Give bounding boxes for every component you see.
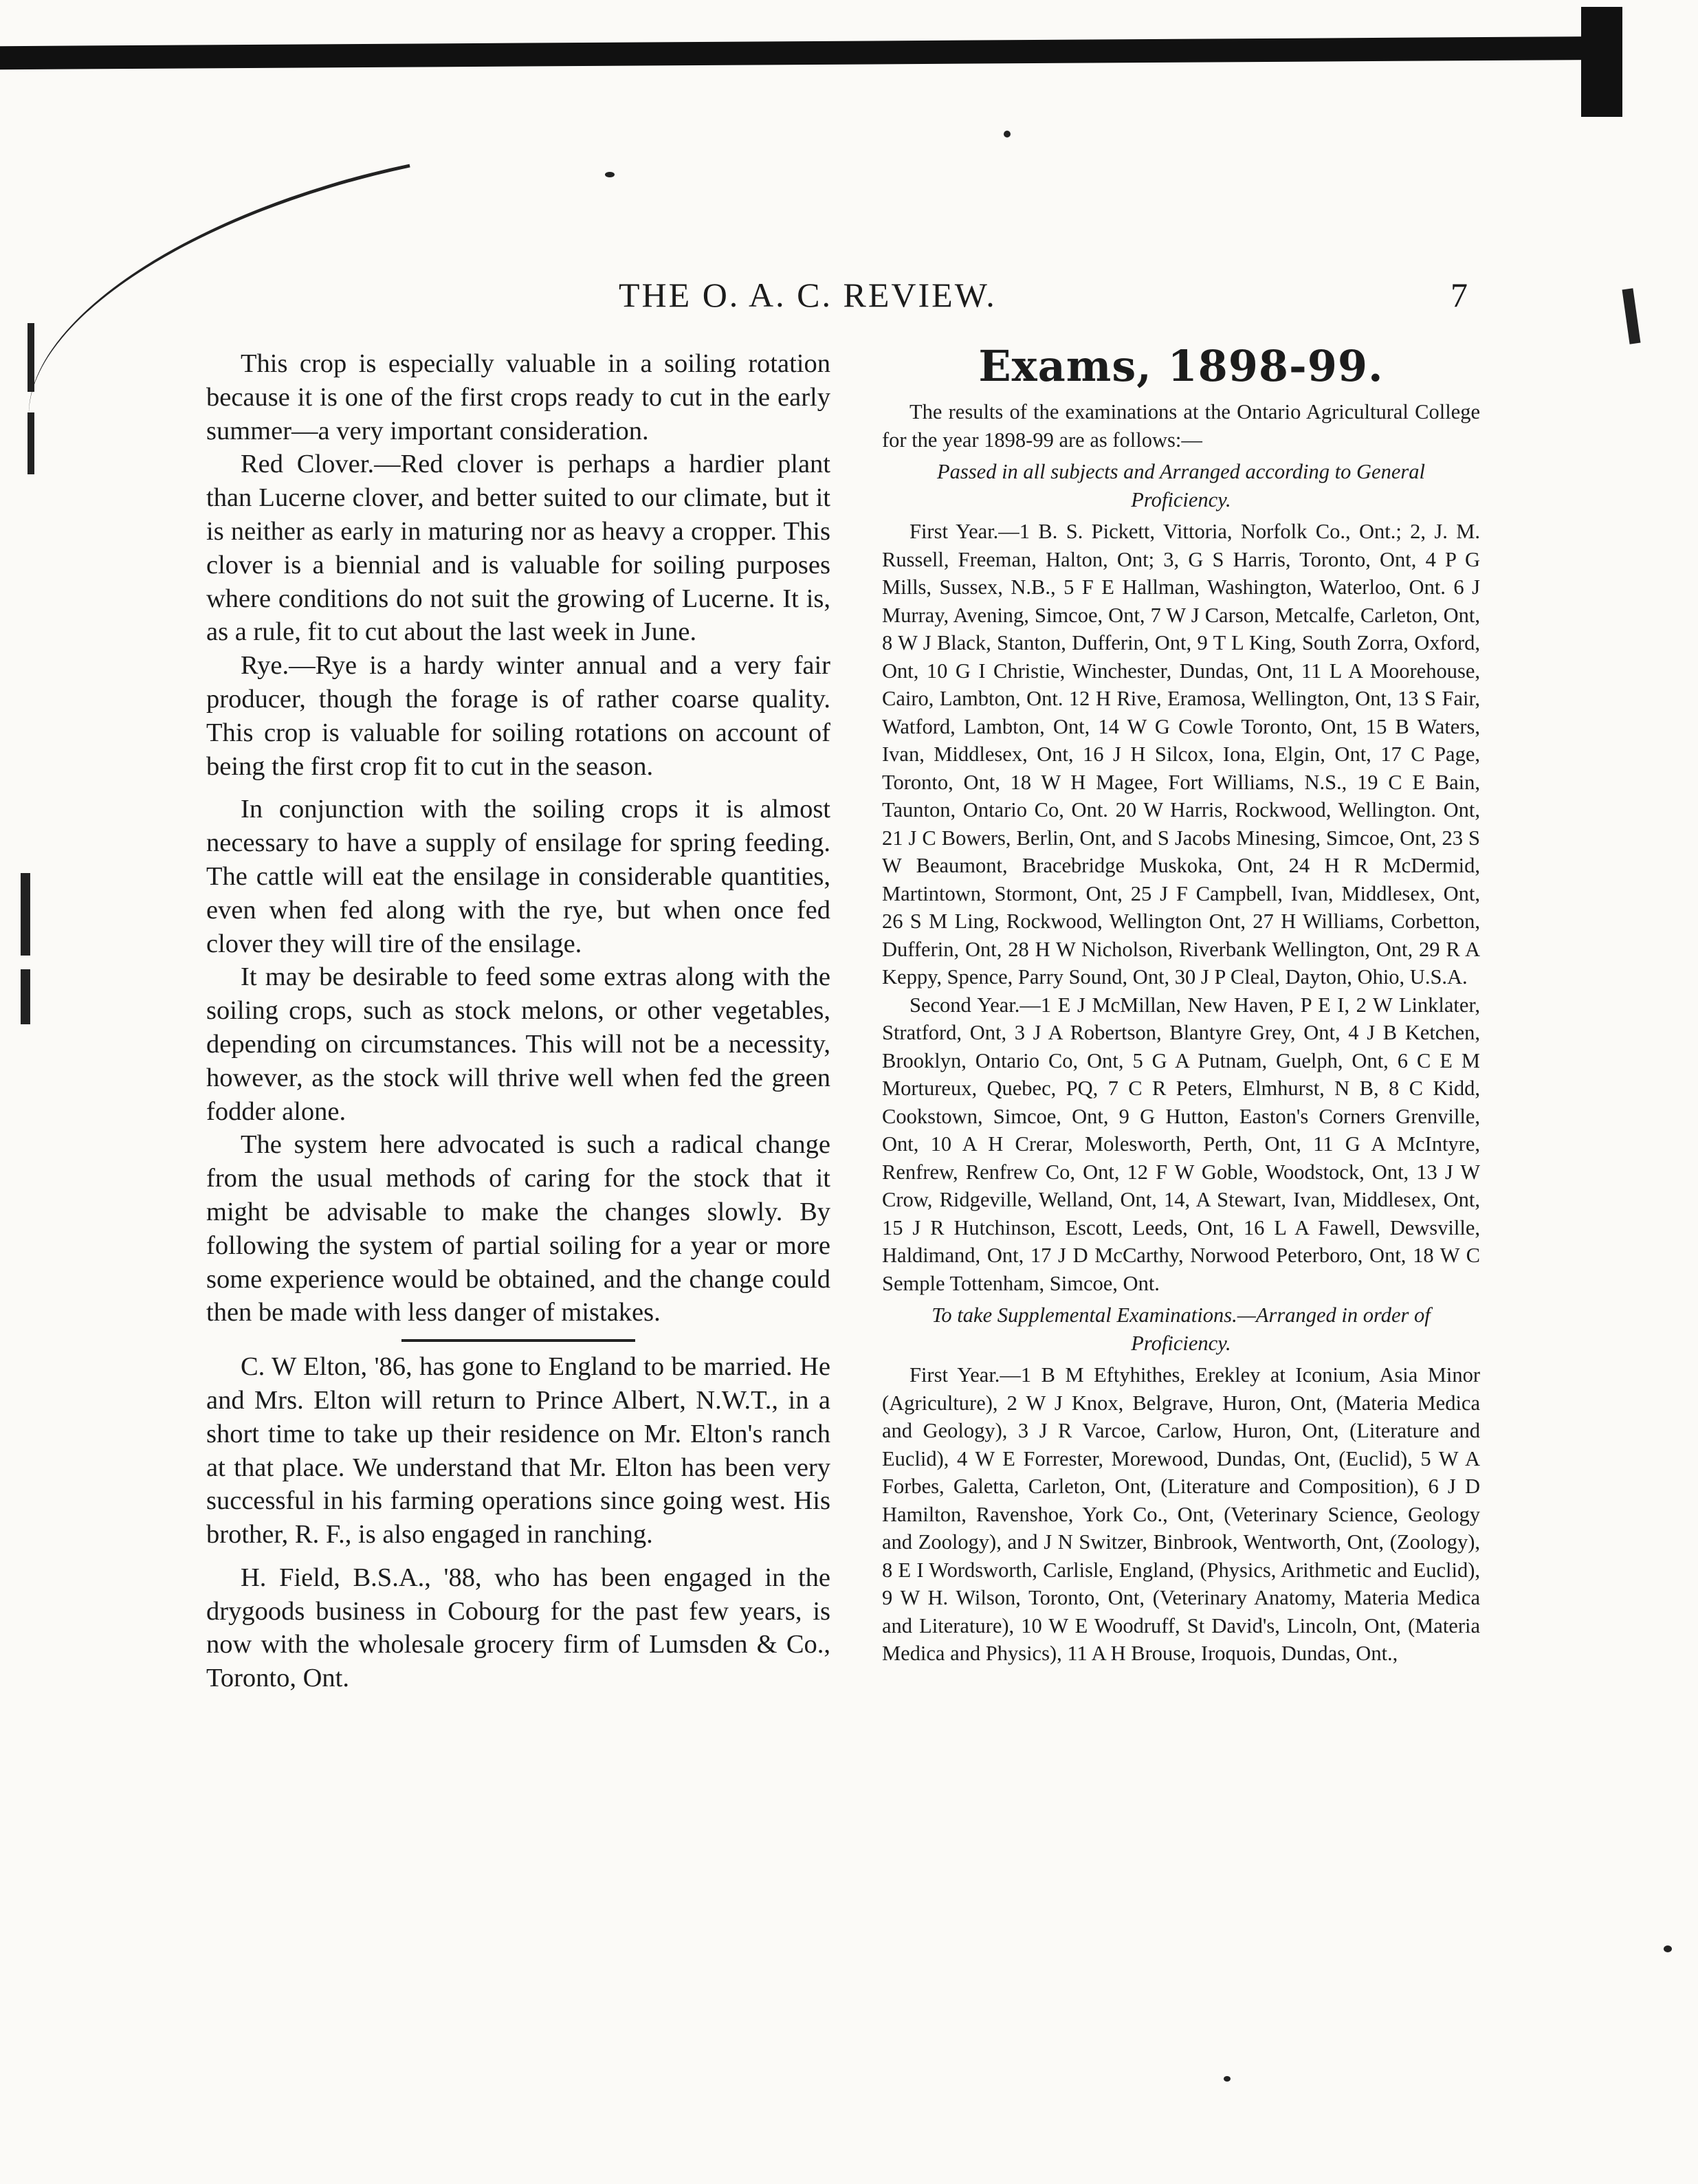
first-year-results: First Year.—1 B. S. Pickett, Vittoria, Norfolk Co., Ont.; 2, J. M. Russell, Freeman, Halton, Ont; 3, G S Harris, Toronto, Ont, 4 P G Mills, Sussex, N.B., 5 F E Hallman, Washington, Waterloo, Ont. 6 J Murray, Avening, Simcoe, Ont, 7 W J Carson, Metcalfe, Carleton, Ont, 8 W J Black, Stanton, Dufferin, Ont, 9 T L King, South Zorra, Oxford, Ont, 10 G I Christie, Winchester, Dundas, Ont, 11 L A Moorehouse, Cairo, Lambton, Ont. 12 H Rive, Eramosa, Wellington, Ont, 13 S Fair, Watford, Lambton, Ont, 14 W G Cowle Toronto, Ont, 15 B Waters, Ivan, Middlesex, Ont, 16 J H Silcox, Iona, Elgin, Ont, 17 C Page, Toronto, Ont, 18 W H Magee, Fort Williams, N.S., 19 C E Bain, Taunton, Ontario Co, Ont. 20 W Harris, Rockwood, Wellington. Ont, 21 J C Bowers, Berlin, Ont, and S Jacobs Minesing, Simcoe, Ont, 23 S W Beaumont, Bracebridge Muskoka, Ont, 24 H R McDermid, Martintown, Stormont, Ont, 25 J F Campbell, Ivan, Middlesex, Ont, 26 S M Ling, Rockwood, Wellington Ont, 27 H Williams, Corbetton, Dufferin, Ont, 28 H W Nicholson, Riverbank Wellington, Ont, 29 R A Keppy, Spence, Parry Sound, Ont, 30 J P Cleal, Dayton, Ohio, U.S.A. — [882, 520, 1480, 989]
supplemental-first-year: First Year.—1 B M Eftyhithes, Erekley at Iconium, Asia Minor (Agriculture), 2 W J Knox, Belgrave, Huron, Ont, (Materia Medica and Geology), 3 J R Varcoe, Carlow, Huron, Ont, (Literature and Euclid), 4 W E Forrester, Morewood, Dundas, Ont, (Euclid), 5 W A Forbes, Galetta, Carleton, Ont, (Literature and Composition), 6 J D Hamilton, Ravenshoe, York Co., Ont, (Veterinary Science, Geology and Zoology), and J N Switzer, Binbrook, Wentworth, Ont, (Zoology), 8 E I Wordsworth, Carlisle, England, (Physics, Arithmetic and Euclid), 9 W H. Wilson, Toronto, Ont, (Veterinary Anatomy, Materia Medica and Literature), 10 W E Woodruff, St David's, Lincoln, Ont, (Materia Medica and Physics), 11 A H Brouse, Iroquois, Dundas, Ont., — [882, 1363, 1480, 1665]
subheading-supplemental: To take Supplemental Examinations.—Arranged in order of Proficiency. — [931, 1303, 1431, 1355]
personal-note: C. W Elton, '86, has gone to England to be married. He and Mrs. Elton will return to Prince Albert, N.W.T., in a short time to take up their residence on Mr. Elton's ranch at that place. We understand that Mr. Elton has been very successful in his farming operations since going west. His brother, R. F., is also engaged in ranching. — [206, 1352, 830, 1549]
page-number: 7 — [1451, 276, 1470, 314]
scan-speck — [1664, 1945, 1672, 1952]
running-header — [577, 275, 1471, 330]
scan-margin-mark — [21, 873, 30, 956]
paragraph: This crop is especially valuable in a soiling rotation because it is one of the first crops ready to cut in the early summer—a very important consideration. — [206, 349, 830, 445]
scan-margin-mark — [27, 323, 34, 392]
intro-paragraph: The results of the examinations at the Ontario Agricultural College for the year 1898-99 are as follows:— — [882, 400, 1480, 452]
scan-speck — [1224, 2076, 1231, 2082]
section-divider — [401, 1339, 635, 1342]
scan-margin-mark — [1622, 288, 1641, 344]
paragraph: Red Clover.—Red clover is perhaps a hardier plant than Lucerne clover, and better suited to our climate, but it is neither as early in maturing nor as heavy a cropper. This clover is a biennial and is valuable for soiling purposes where conditions do not suit the growing of Lucerne. It is, as a rule, fit to cut about the last week in June. — [206, 450, 830, 647]
journal-title: THE O. A. C. REVIEW. — [619, 276, 997, 314]
second-year-results: Second Year.—1 E J McMillan, New Haven, P E I, 2 W Linklater, Stratford, Ont, 3 J A Robertson, Blantyre Grey, Ont, 4 J B Ketchen, Brooklyn, Ontario Co, Ont, 5 G A Putnam, Guelph, Ont, 6 C E M Mortureux, Quebec, PQ, 7 C R Peters, Elmhurst, N B, 8 C Kidd, Cookstown, Simcoe, Ont, 9 G Hutton, Easton's Corners Grenville, Ont, 10 A H Crerar, Molesworth, Perth, Ont, 11 G A McIntyre, Renfrew, Renfrew Co, Ont, 12 F W Goble, Woodstock, Ont, 13 J W Crow, Ridgeville, Welland, Ont, 14, A Stewart, Ivan, Middlesex, Ont, 15 J R Hutchinson, Escott, Leeds, Ont, 16 L A Fawell, Dewsville, Haldimand, Ont, 17 J D McCarthy, Norwood Peterboro, Ont, 18 W C Semple Tottenham, Simcoe, Ont. — [882, 993, 1480, 1295]
scan-top-border — [0, 36, 1622, 69]
section-heading: Exams, 1898-99. — [978, 341, 1384, 391]
personal-note: H. Field, B.S.A., '88, who has been engaged in the drygoods business in Cobourg for the past few years, is now with the wholesale grocery firm of Lumsden & Co., Toronto, Ont. — [206, 1563, 830, 1693]
paragraph: The system here advocated is such a radical change from the usual methods of caring for the stock that it might be advisable to make the changes slowly. By following the system of partial soiling for a year or more some experience would be obtained, and the change could then be made with less danger of mistakes. — [206, 1130, 830, 1327]
paragraph: In conjunction with the soiling crops it is almost necessary to have a supply of ensilage for spring feeding. The cattle will eat the ensilage in considerable quantities, even when fed along with the rye, but when once fed clover they will tire of the ensilage. — [206, 795, 830, 958]
scan-margin-mark — [21, 969, 30, 1024]
right-column — [882, 340, 1480, 1668]
paragraph: Rye.—Rye is a hardy winter annual and a very fair producer, though the forage is of rather coarse quality. This crop is valuable for soiling rotations on account of being the first crop fit to cut in the season. — [206, 651, 830, 781]
scan-corner-mark — [1581, 7, 1622, 117]
left-column — [206, 347, 830, 1695]
scan-speck — [1004, 131, 1011, 137]
subheading-passed: Passed in all subjects and Arranged according to General Proficiency. — [937, 460, 1425, 511]
paragraph: It may be desirable to feed some extras along with the soiling crops, such as stock melons, or other vegetables, depending on circumstances. This will not be a necessity, however, as the stock will thrive well when fed the green fodder alone. — [206, 962, 830, 1126]
scan-margin-mark — [27, 412, 34, 474]
scan-speck — [605, 172, 615, 177]
